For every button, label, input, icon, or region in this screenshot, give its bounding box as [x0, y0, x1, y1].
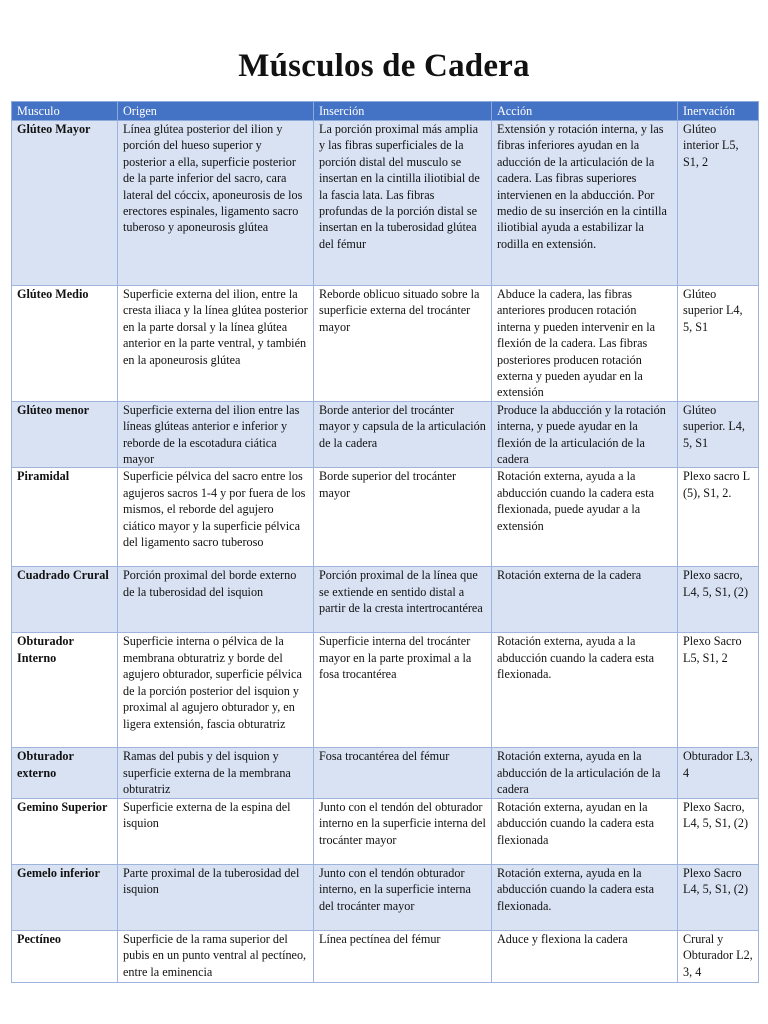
page-title: Músculos de Cadera — [238, 48, 530, 84]
musculo-cell: Gemelo inferior — [12, 864, 118, 930]
table-row — [12, 864, 759, 930]
table-row — [12, 468, 759, 567]
table-row — [12, 401, 759, 468]
inervacion-cell: Plexo Sacro, L4, 5, S1, (2) — [678, 798, 759, 864]
table-row — [12, 121, 759, 286]
insercion-cell: Borde superior del trocánter mayor — [314, 468, 492, 567]
inervacion-cell: Plexo sacro L (5), S1, 2. — [678, 468, 759, 567]
inervacion-cell: Glúteo superior. L4, 5, S1 — [678, 401, 759, 468]
table-row — [12, 567, 759, 633]
table-row — [12, 633, 759, 748]
header-musculo: Musculo — [12, 102, 118, 121]
insercion-cell: Línea pectínea del fémur — [314, 930, 492, 982]
insercion-cell: La porción proximal más amplia y las fibras superficiales de la porción distal del musculo se insertan en la cintilla iliotibial de la fascia lata. Las fibras profundas de la porción distal se insertan en la tuberosidad glútea del fémur — [314, 121, 492, 286]
origen-cell: Superficie externa del ilion, entre la cresta iliaca y la línea glútea posterior en la parte dorsal y la línea glútea anterior en la parte ventral, y también en la aponeurosis glútea — [118, 286, 314, 402]
inervacion-cell: Glúteo interior L5, S1, 2 — [678, 121, 759, 286]
musculo-cell: Gemino Superior — [12, 798, 118, 864]
inervacion-cell: Plexo Sacro L5, S1, 2 — [678, 633, 759, 748]
accion-cell: Abduce la cadera, las fibras anteriores producen rotación interna y pueden intervenir en la flexión de la cadera. Las fibras posteriores producen rotación externa y pueden ayudar en la extensión — [492, 286, 678, 402]
musculo-cell: Obturador Interno — [12, 633, 118, 748]
musculo-cell: Piramidal — [12, 468, 118, 567]
musculo-cell: Cuadrado Crural — [12, 567, 118, 633]
header-accion: Acción — [492, 102, 678, 121]
insercion-cell: Junto con el tendón del obturador interno en la superficie interna del trocánter mayor — [314, 798, 492, 864]
header-origen: Origen — [118, 102, 314, 121]
table-row — [12, 798, 759, 864]
musculo-cell: Obturador externo — [12, 748, 118, 798]
accion-cell: Rotación externa, ayuda a la abducción cuando la cadera esta flexionada. — [492, 633, 678, 748]
origen-cell: Superficie interna o pélvica de la membrana obturatriz y borde del agujero obturador, superficie pélvica de la porción posterior del isquion y proximal al agujero obturador y, en ligera extensión, fascia obturatriz — [118, 633, 314, 748]
accion-cell: Extensión y rotación interna, y las fibras inferiores ayudan en la aducción de la articulación de la cadera. Las fibras superiores intervienen en la abducción. Por medio de su inserción en la cintilla iliotibial ayuda a estabilizar la rodilla en extensión. — [492, 121, 678, 286]
insercion-cell: Borde anterior del trocánter mayor y capsula de la articulación de la cadera — [314, 401, 492, 468]
insercion-cell: Porción proximal de la línea que se extiende en sentido distal a partir de la cresta intertrocantérea — [314, 567, 492, 633]
insercion-cell: Superficie interna del trocánter mayor en la parte proximal a la fosa trocantérea — [314, 633, 492, 748]
musculo-cell: Glúteo menor — [12, 401, 118, 468]
origen-cell: Superficie de la rama superior del pubis en un punto ventral al pectíneo, entre la eminencia — [118, 930, 314, 982]
header-insercion: Inserción — [314, 102, 492, 121]
insercion-cell: Reborde oblicuo situado sobre la superficie externa del trocánter mayor — [314, 286, 492, 402]
inervacion-cell: Glúteo superior L4, 5, S1 — [678, 286, 759, 402]
musculo-cell: Glúteo Mayor — [12, 121, 118, 286]
origen-cell: Línea glútea posterior del ilion y porción del hueso superior y posterior a ella, superficie posterior de la parte inferior del sacro, cara lateral del cóccix, aponeurosis de los erectores espinales, ligamento sacro tuberoso y aponeurosis glútea — [118, 121, 314, 286]
origen-cell: Superficie pélvica del sacro entre los agujeros sacros 1-4 y por fuera de los mismos, el reborde del agujero ciático mayor y la superficie pélvica del ligamento sacro tuberoso — [118, 468, 314, 567]
origen-cell: Ramas del pubis y del isquion y superficie externa de la membrana obturatriz — [118, 748, 314, 798]
table-row — [12, 930, 759, 982]
inervacion-cell: Obturador L3, 4 — [678, 748, 759, 798]
table-row — [12, 748, 759, 798]
accion-cell: Rotación externa, ayuda en la abducción cuando la cadera esta flexionada. — [492, 864, 678, 930]
accion-cell: Rotación externa, ayuda a la abducción cuando la cadera esta flexionada, puede ayudar a la extensión — [492, 468, 678, 567]
musculo-cell: Pectíneo — [12, 930, 118, 982]
inervacion-cell: Crural y Obturador L2, 3, 4 — [678, 930, 759, 982]
inervacion-cell: Plexo Sacro L4, 5, S1, (2) — [678, 864, 759, 930]
table-header-row — [12, 102, 759, 121]
inervacion-cell: Plexo sacro, L4, 5, S1, (2) — [678, 567, 759, 633]
header-inervacion: Inervación — [678, 102, 759, 121]
origen-cell: Porción proximal del borde externo de la tuberosidad del isquion — [118, 567, 314, 633]
musculo-cell: Glúteo Medio — [12, 286, 118, 402]
insercion-cell: Junto con el tendón obturador interno, en la superficie interna del trocánter mayor — [314, 864, 492, 930]
table-row — [12, 286, 759, 402]
accion-cell: Produce la abducción y la rotación interna, y puede ayudar en la flexión de la articulación de la cadera — [492, 401, 678, 468]
accion-cell: Rotación externa, ayudan en la abducción cuando la cadera esta flexionada — [492, 798, 678, 864]
insercion-cell: Fosa trocantérea del fémur — [314, 748, 492, 798]
origen-cell: Superficie externa del ilion entre las líneas glúteas anterior e inferior y reborde de la escotadura ciática mayor — [118, 401, 314, 468]
origen-cell: Superficie externa de la espina del isquion — [118, 798, 314, 864]
accion-cell: Rotación externa, ayuda en la abducción de la articulación de la cadera — [492, 748, 678, 798]
muscles-table — [11, 101, 759, 983]
accion-cell: Aduce y flexiona la cadera — [492, 930, 678, 982]
origen-cell: Parte proximal de la tuberosidad del isquion — [118, 864, 314, 930]
accion-cell: Rotación externa de la cadera — [492, 567, 678, 633]
